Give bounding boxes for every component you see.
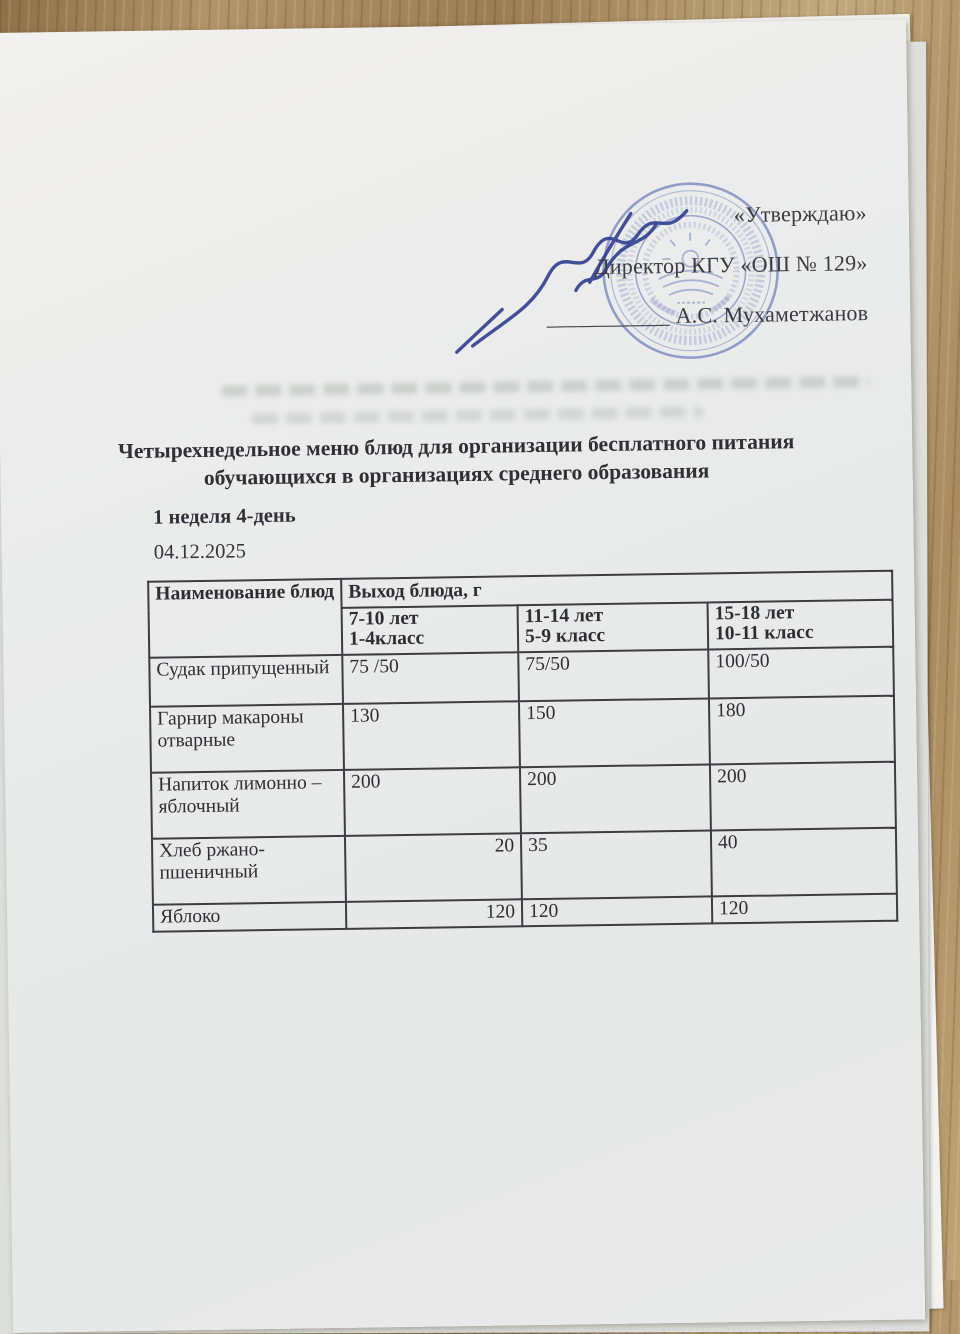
value-cell: 120 [522, 896, 712, 926]
date-label: 04.12.2025 [153, 540, 247, 564]
table-row [150, 696, 895, 773]
value-cell: 180 [709, 696, 895, 765]
approve-label: «Утверждаю» [733, 200, 867, 228]
director-name: А.С. Мухаметжанов [669, 300, 869, 329]
document-title [60, 426, 853, 494]
ghost-text-line-1 [221, 376, 869, 397]
value-cell: 20 [345, 833, 522, 902]
director-line: Директор КГУ «ОШ № 129» [594, 250, 868, 280]
dish-name-cell: Яблоко [153, 902, 346, 932]
age3-line2: 10-11 класс [714, 621, 814, 645]
dish-name-cell: Хлеб ржано-пшеничный [152, 836, 346, 905]
week-day-label: 1 неделя 4-день [153, 504, 296, 529]
age2-line1: 11-14 лет [524, 605, 604, 628]
value-cell: 75 /50 [342, 652, 519, 704]
menu-table [147, 570, 898, 933]
dish-name-cell: Гарнир макароны отварные [150, 704, 344, 773]
header-output: Выход блюда, г [341, 571, 892, 608]
value-cell: 75/50 [518, 649, 709, 701]
value-cell: 200 [520, 764, 711, 833]
value-cell: 120 [712, 894, 897, 924]
ghost-text-line-2 [252, 407, 704, 425]
title-line-1: Четырехнедельное меню блюд для организации бесплатного питания [117, 429, 795, 464]
age3-line1: 15-18 лет [714, 602, 795, 625]
approval-block [0, 188, 869, 351]
header-age-group-2 [518, 602, 709, 652]
header-dish-name: Наименование блюд [148, 579, 342, 658]
header-age-group-1 [342, 605, 519, 655]
title-line-2: обучающихся в организациях среднего образования [203, 458, 710, 490]
dish-name-cell: Судак припущенный [149, 655, 343, 707]
dish-name-cell: Напиток лимонно – яблочный [151, 770, 345, 839]
value-cell: 200 [710, 762, 896, 831]
age1-line2: 1-4класс [348, 627, 425, 650]
age1-line1: 7-10 лет [348, 607, 419, 630]
value-cell: 200 [344, 767, 521, 836]
value-cell: 35 [521, 830, 712, 899]
signature-underline: ___________ [546, 303, 671, 330]
value-cell: 120 [346, 899, 522, 929]
table-row [151, 762, 896, 839]
age2-line2: 5-9 класс [524, 625, 606, 648]
header-age-group-3 [708, 600, 894, 650]
value-cell: 130 [343, 701, 520, 770]
value-cell: 100/50 [708, 647, 894, 699]
document-page [0, 19, 925, 1332]
value-cell: 40 [711, 828, 897, 897]
value-cell: 150 [519, 698, 710, 767]
table-row [152, 828, 897, 905]
